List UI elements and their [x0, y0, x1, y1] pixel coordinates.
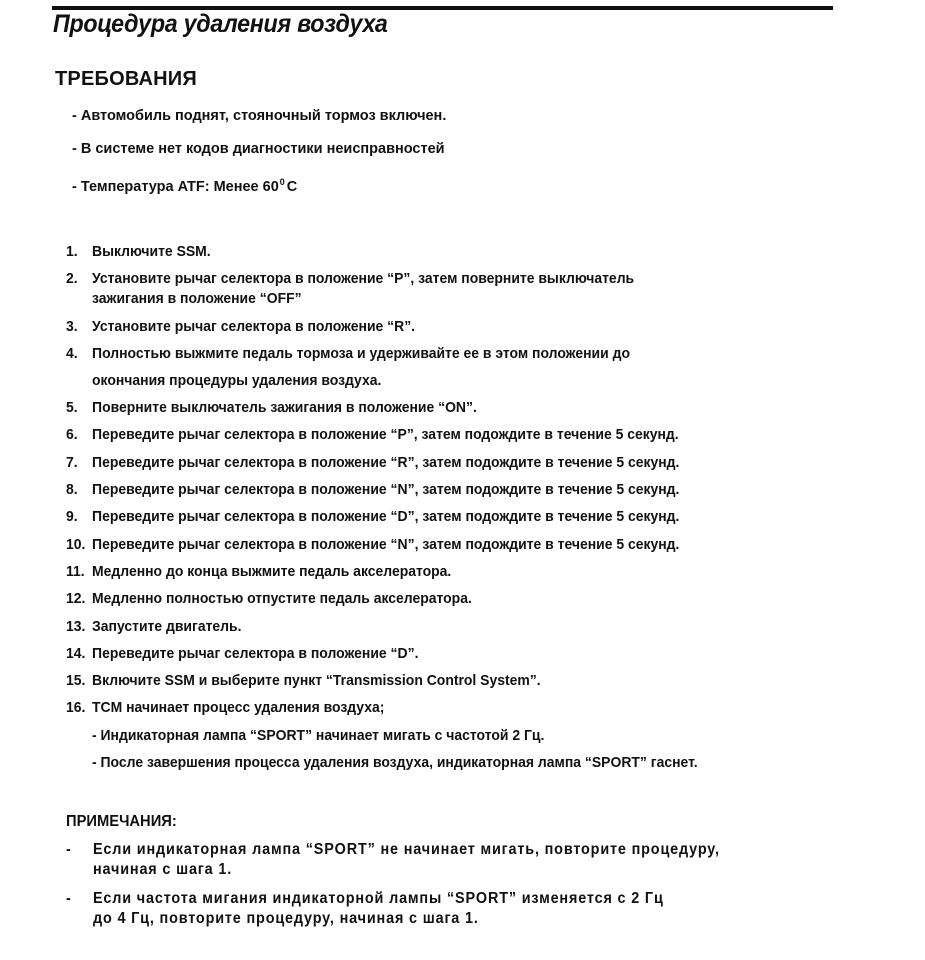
step-subitems-list: [66, 726, 743, 773]
step-text: [92, 344, 630, 391]
page-title: Процедура удаления воздуха: [53, 10, 388, 38]
step-number: 14.: [66, 644, 86, 662]
step-text: [92, 562, 451, 582]
step-text-line: окончания процедуры удаления воздуха.: [92, 371, 382, 389]
note-text: [93, 889, 664, 929]
step-text-line: Поверните выключатель зажигания в положение “ON”.: [92, 399, 477, 417]
step-text: [92, 535, 679, 555]
note-text-line: Если индикаторная лампа “SPORT” не начинает мигать, повторите процедуру,: [92, 841, 720, 858]
procedure-step: [66, 425, 696, 445]
note-text-line: до 4 Гц, повторите процедуру, начиная с шага 1.: [92, 910, 479, 927]
step-text: [92, 480, 679, 500]
procedure-step: [66, 644, 696, 664]
step-text: [92, 589, 472, 609]
procedure-step: [66, 589, 696, 609]
step-text: [92, 317, 415, 337]
step-number: 13.: [66, 617, 86, 635]
step-text-line: Переведите рычаг селектора в положение “R”, затем подождите в течение 5 секунд.: [92, 453, 680, 471]
step-number: 8.: [66, 481, 78, 499]
requirements-list: [72, 106, 446, 205]
step-text-line: Переведите рычаг селектора в положение “D”.: [92, 644, 419, 662]
step-text-line: Запустите двигатель.: [92, 617, 242, 635]
requirements-heading: ТРЕБОВАНИЯ: [55, 68, 197, 90]
step-text-line: зажигания в положение “OFF”: [92, 290, 302, 308]
step-text-line: Медленно до конца выжмите педаль акселератора.: [92, 562, 452, 580]
note-text-line: начиная с шага 1.: [92, 861, 233, 878]
step-text-line: Включите SSM и выберите пункт “Transmission Control System”.: [92, 672, 541, 690]
step-number: 11.: [66, 562, 85, 580]
notes-list: [66, 840, 769, 938]
procedure-step: [66, 398, 696, 418]
procedure-step: [66, 562, 696, 582]
step-text: [92, 425, 679, 445]
step-text-line: Установите рычаг селектора в положение “P”, затем поверните выключатель: [92, 270, 635, 288]
step-text-line: Переведите рычаг селектора в положение “N”, затем подождите в течение 5 секунд.: [92, 481, 680, 499]
step-text: [92, 398, 477, 418]
procedure-step: [66, 317, 696, 337]
procedure-step: [66, 480, 696, 500]
step-text: [92, 507, 679, 527]
procedure-step: [66, 453, 696, 473]
procedure-step: [66, 242, 696, 262]
step-number: 3.: [66, 317, 78, 335]
step-text-line: Медленно полностью отпустите педаль акселератора.: [92, 590, 472, 608]
requirement-item: - Автомобиль поднят, стояночный тормоз включен.: [72, 108, 447, 124]
step-text: [92, 644, 418, 664]
step-text: [92, 453, 679, 473]
step-text: [92, 617, 241, 637]
step-text: [92, 242, 211, 262]
procedure-step: [66, 671, 696, 691]
note-item: [66, 889, 720, 929]
note-text-line: Если частота мигания индикаторной лампы “SPORT” изменяется с 2 Гц: [92, 890, 664, 907]
step-number: 6.: [66, 426, 78, 444]
step-number: 7.: [66, 453, 78, 471]
requirement-temperature-unit: C: [286, 179, 298, 195]
notes-heading: ПРИМЕЧАНИЯ:: [66, 813, 177, 830]
requirement-item-temperature: [72, 172, 446, 205]
step-number: 1.: [66, 243, 78, 260]
requirement-item: - В системе нет кодов диагностики неисправностей: [72, 141, 445, 157]
step-text: [92, 269, 634, 309]
step-text-line: Полностью выжмите педаль тормоза и удерживайте ее в этом положении до: [92, 344, 630, 362]
procedure-step: [66, 617, 696, 637]
step-text-line: Переведите рычаг селектора в положение “N”, затем подождите в течение 5 секунд.: [92, 535, 680, 553]
procedure-step: [66, 507, 696, 527]
step-number: 5.: [66, 399, 78, 417]
note-item: [66, 840, 720, 880]
step-number: 12.: [66, 590, 86, 608]
step-text-line: TCM начинает процесс удаления воздуха;: [92, 699, 385, 717]
note-bullet-dash: -: [66, 841, 72, 858]
step-subitem: - Индикаторная лампа “SPORT” начинает мигать с частотой 2 Гц.: [92, 726, 545, 744]
step-number: 4.: [66, 344, 78, 362]
note-bullet-dash: -: [66, 890, 72, 907]
procedure-step: [66, 535, 696, 555]
step-number: 10.: [66, 535, 86, 553]
degree-superscript: 0: [279, 177, 285, 187]
procedure-step: [66, 344, 696, 391]
step-number: 16.: [66, 699, 86, 717]
procedure-step: [66, 698, 696, 718]
note-text: [93, 840, 720, 880]
procedure-steps-list: [66, 242, 743, 780]
step-text-line: Переведите рычаг селектора в положение “D”, затем подождите в течение 5 секунд.: [92, 508, 680, 526]
step-number: 15.: [66, 672, 86, 690]
requirement-temperature-prefix: - Температура ATF: Менее 60: [72, 179, 279, 195]
step-text-line: Переведите рычаг селектора в положение “P”, затем подождите в течение 5 секунд.: [92, 426, 679, 444]
step-text-line: Установите рычаг селектора в положение “R”.: [92, 317, 416, 335]
step-number: 2.: [66, 270, 78, 288]
step-text: [92, 671, 541, 691]
step-subitem: - После завершения процесса удаления воздуха, индикаторная лампа “SPORT” гаснет.: [92, 754, 698, 772]
step-text: [92, 698, 384, 718]
procedure-step: [66, 269, 696, 309]
step-text-line: Выключите SSM.: [92, 243, 211, 260]
step-number: 9.: [66, 508, 78, 526]
